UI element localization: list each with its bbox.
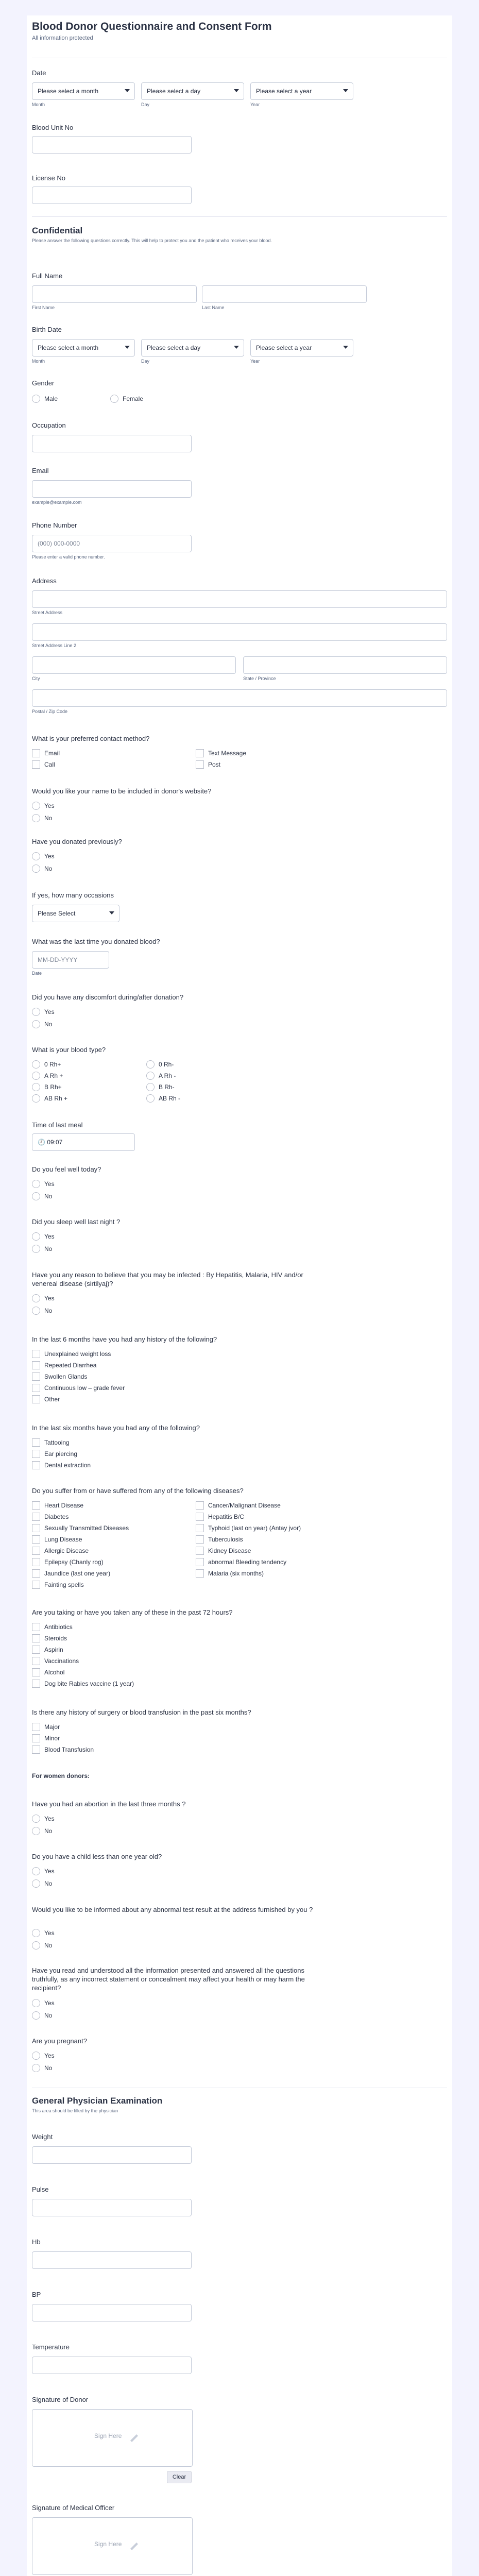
street2-sub: Street Address Line 2 [32, 643, 77, 648]
history-six-option[interactable]: Dental extraction [32, 1460, 91, 1469]
contact-option-call[interactable]: Call [32, 759, 55, 769]
pulse-input[interactable] [32, 2199, 192, 2216]
last-meal-input[interactable]: 🕘 09:07 [32, 1133, 135, 1151]
history-six-label: In the last six months have you had any of the following? [32, 1424, 200, 1432]
discomfort-yes[interactable]: Yes [32, 1007, 55, 1016]
taking-option[interactable]: Antibiotics [32, 1622, 73, 1631]
contact-option-post[interactable]: Post [196, 759, 220, 769]
donated-before-label: Have you donated previously? [32, 838, 122, 845]
license-label: License No [32, 174, 66, 182]
infected-label: Have you any reason to believe that you may be infected : By Hepatitis, Malaria, HIV and/or venereal disease (sirtilyaj)? [32, 1271, 303, 1287]
disease-option[interactable]: Lung Disease [32, 1534, 82, 1544]
officer-signature-label: Signature of Medical Officer [32, 2504, 115, 2512]
history-option[interactable]: Other [32, 1394, 60, 1403]
history-option[interactable]: Continuous low – grade fever [32, 1383, 125, 1392]
blood-type-o-neg[interactable]: 0 Rh- [146, 1059, 174, 1069]
diseases-label: Do you suffer from or have suffered from any of the following diseases? [32, 1487, 244, 1495]
child-no[interactable]: No [32, 1878, 52, 1888]
street1-input[interactable] [32, 590, 447, 608]
form-header [32, 21, 272, 41]
date-year-sub: Year [250, 102, 260, 107]
disease-option[interactable]: Cancer/Malignant Disease [196, 1500, 281, 1510]
form-title: Blood Donor Questionnaire and Consent Form [32, 21, 272, 32]
bp-label: BP [32, 2291, 41, 2298]
disease-option[interactable]: Tuberculosis [196, 1534, 243, 1544]
form-subtitle: All information protected [32, 35, 93, 41]
bp-input[interactable] [32, 2304, 192, 2321]
last-donated-input[interactable]: MM-DD-YYYY [32, 951, 109, 969]
full-name-label: Full Name [32, 272, 63, 280]
blood-unit-label: Blood Unit No [32, 124, 74, 131]
officer-signature-pad[interactable] [32, 2517, 193, 2575]
date-year-select[interactable]: Please select a year [250, 82, 353, 100]
how-many-select[interactable]: Please Select [32, 905, 119, 922]
form-card [27, 15, 452, 2576]
disease-option[interactable]: Heart Disease [32, 1500, 83, 1510]
email-label: Email [32, 467, 49, 474]
how-many-label: If yes, how many occasions [32, 891, 114, 899]
pen-icon [128, 2539, 140, 2551]
state-input[interactable] [243, 656, 447, 674]
surgery-option[interactable]: Major [32, 1722, 60, 1731]
occupation-label: Occupation [32, 421, 66, 429]
sign-here-text: Sign Here [94, 2432, 122, 2439]
birth-day-select[interactable]: Please select a day [141, 339, 244, 357]
sleep-well-label: Did you sleep well last night ? [32, 1218, 121, 1226]
address-label: Address [32, 577, 57, 585]
birth-day-sub: Day [141, 359, 150, 364]
pregnant-yes[interactable]: Yes [32, 2050, 55, 2060]
taking-option[interactable]: Aspirin [32, 1645, 63, 1654]
sleep-well-no[interactable]: No [32, 1244, 52, 1253]
blood-type-ab-neg[interactable]: AB Rh - [146, 1093, 180, 1103]
disease-option[interactable]: Fainting spells [32, 1580, 84, 1589]
donor-signature-pad[interactable] [32, 2409, 193, 2467]
temperature-input[interactable] [32, 2357, 192, 2374]
email-sub: example@example.com [32, 500, 82, 505]
surgery-option[interactable]: Blood Transfusion [32, 1744, 94, 1754]
city-sub: City [32, 676, 40, 681]
birth-year-sub: Year [250, 359, 260, 364]
confidential-subtitle: Please answer the following questions correctly. This will help to protect you and the patient who receives your blood. [32, 238, 272, 243]
discomfort-no[interactable]: No [32, 1019, 52, 1028]
donated-before-yes[interactable]: Yes [32, 851, 55, 860]
women-donors-heading: For women donors: [32, 1772, 90, 1780]
hb-input[interactable] [32, 2251, 192, 2269]
chevron-down-icon [343, 346, 348, 349]
phone-label: Phone Number [32, 521, 77, 529]
disease-option[interactable]: Kidney Disease [196, 1546, 251, 1555]
chevron-down-icon [125, 346, 130, 349]
history-option[interactable]: Unexplained weight loss [32, 1349, 111, 1358]
sign-here-text: Sign Here [94, 2540, 122, 2548]
blood-type-a-pos[interactable]: A Rh + [32, 1071, 63, 1080]
last-donated-sub: Date [32, 971, 42, 976]
pen-icon [128, 2431, 140, 2443]
phone-sub: Please enter a valid phone number. [32, 554, 105, 560]
confidential-title: Confidential [32, 226, 83, 235]
disease-option[interactable]: Sexually Transmitted Diseases [32, 1523, 129, 1532]
abortion-no[interactable]: No [32, 1826, 52, 1835]
child-yes[interactable]: Yes [32, 1866, 55, 1875]
hb-label: Hb [32, 2238, 41, 2246]
informed-no[interactable]: No [32, 1940, 52, 1950]
taking-option[interactable]: Vaccinations [32, 1656, 79, 1665]
name-included-label: Would you like your name to be included in donor's website? [32, 787, 212, 795]
license-input[interactable] [32, 187, 192, 204]
birth-month-select[interactable]: Please select a month [32, 339, 135, 357]
discomfort-label: Did you have any discomfort during/after donation? [32, 993, 184, 1001]
chevron-down-icon [343, 89, 348, 92]
abortion-yes[interactable]: Yes [32, 1814, 55, 1823]
understood-label: Have you read and understood all the information presented and answered all the questions truthfully, as any incorrect statement or concealment may affect your health or may harm the recipient? [32, 1967, 305, 1992]
gender-option-male[interactable]: Male [32, 394, 58, 403]
blood-type-o-pos[interactable]: 0 Rh+ [32, 1059, 61, 1069]
contact-option-text[interactable]: Text Message [196, 748, 246, 757]
blood-type-a-neg[interactable]: A Rh - [146, 1071, 176, 1080]
divider [32, 216, 447, 217]
gender-label: Gender [32, 379, 55, 387]
informed-yes[interactable]: Yes [32, 1928, 55, 1937]
pregnant-no[interactable]: No [32, 2063, 52, 2072]
state-sub: State / Province [243, 676, 276, 681]
date-day-select[interactable]: Please select a day [141, 82, 244, 100]
chevron-down-icon [234, 346, 239, 349]
physician-subtitle: This area should be filled by the physician [32, 2108, 118, 2113]
pulse-label: Pulse [32, 2185, 49, 2193]
blood-unit-input[interactable] [32, 136, 192, 154]
last-name-sub: Last Name [202, 305, 225, 310]
physician-title: General Physician Examination [32, 2096, 163, 2106]
feel-well-label: Do you feel well today? [32, 1165, 101, 1173]
postal-sub: Postal / Zip Code [32, 709, 68, 714]
disease-option[interactable]: Epilepsy (Chanly rog) [32, 1557, 104, 1566]
taking-label: Are you taking or have you taken any of these in the past 72 hours? [32, 1608, 233, 1616]
chevron-down-icon [109, 911, 114, 914]
city-input[interactable] [32, 656, 236, 674]
infected-no[interactable]: No [32, 1306, 52, 1315]
disease-option[interactable]: Diabetes [32, 1512, 69, 1521]
weight-label: Weight [32, 2133, 53, 2141]
blood-type-b-pos[interactable]: B Rh+ [32, 1082, 62, 1091]
understood-yes[interactable]: Yes [32, 1998, 55, 2007]
history-option[interactable]: Swollen Glands [32, 1371, 87, 1381]
chevron-down-icon [125, 89, 130, 92]
disease-option[interactable]: Typhoid (last on year) (Antay jvor) [196, 1523, 301, 1532]
street2-input[interactable] [32, 623, 447, 641]
history-6m-label: In the last 6 months have you had any history of the following? [32, 1335, 217, 1343]
temperature-label: Temperature [32, 2343, 70, 2351]
disease-option[interactable]: Jaundice (last one year) [32, 1568, 110, 1578]
gender-option-female[interactable]: Female [110, 394, 143, 403]
history-six-option[interactable]: Ear piercing [32, 1449, 77, 1458]
disease-option[interactable]: abnormal Bleeding tendency [196, 1557, 286, 1566]
chevron-down-icon [234, 89, 239, 92]
taking-option[interactable]: Alcohol [32, 1667, 64, 1676]
last-name-input[interactable] [202, 285, 367, 303]
disease-option[interactable]: Allergic Disease [32, 1546, 89, 1555]
surgery-option[interactable]: Minor [32, 1733, 60, 1742]
blood-type-ab-pos[interactable]: AB Rh + [32, 1093, 67, 1103]
phone-input[interactable]: (000) 000-0000 [32, 535, 192, 552]
taking-option[interactable]: Dog bite Rabies vaccine (1 year) [32, 1679, 134, 1688]
date-month-select[interactable]: Please select a month [32, 82, 135, 100]
last-donated-label: What was the last time you donated blood? [32, 938, 160, 945]
disease-option[interactable]: Hepatitis B/C [196, 1512, 244, 1521]
donor-signature-label: Signature of Donor [32, 2396, 89, 2403]
blood-type-label: What is your blood type? [32, 1046, 106, 1054]
first-name-sub: First Name [32, 305, 55, 310]
informed-label: Would you like to be informed about any abnormal test result at the address furnished by you ? [32, 1906, 313, 1913]
birth-date-label: Birth Date [32, 326, 62, 333]
name-included-no[interactable]: No [32, 813, 52, 822]
birth-year-select[interactable]: Please select a year [250, 339, 353, 357]
date-day-sub: Day [141, 102, 150, 107]
infected-yes[interactable]: Yes [32, 1293, 55, 1302]
clock-icon: 🕘 [38, 1139, 47, 1146]
donor-signature-clear-button[interactable]: Clear [167, 2471, 192, 2483]
history-six-option[interactable]: Tattooing [32, 1437, 70, 1447]
street1-sub: Street Address [32, 610, 63, 615]
feel-well-no[interactable]: No [32, 1191, 52, 1200]
date-month-sub: Month [32, 102, 45, 107]
abortion-label: Have you had an abortion in the last three months ? [32, 1800, 186, 1808]
feel-well-yes[interactable]: Yes [32, 1179, 55, 1188]
name-included-yes[interactable]: Yes [32, 801, 55, 810]
contact-method-label: What is your preferred contact method? [32, 735, 150, 742]
taking-option[interactable]: Steroids [32, 1633, 67, 1642]
date-label: Date [32, 69, 46, 77]
donated-before-no[interactable]: No [32, 863, 52, 873]
postal-input[interactable] [32, 689, 447, 707]
email-input[interactable] [32, 480, 192, 498]
pregnant-label: Are you pregnant? [32, 2037, 87, 2045]
contact-option-email[interactable]: Email [32, 748, 60, 757]
blood-type-b-neg[interactable]: B Rh- [146, 1082, 175, 1091]
surgery-label: Is there any history of surgery or blood transfusion in the past six months? [32, 1708, 251, 1716]
first-name-input[interactable] [32, 285, 197, 303]
last-meal-label: Time of last meal [32, 1121, 83, 1129]
occupation-input[interactable] [32, 435, 192, 452]
history-option[interactable]: Repeated Diarrhea [32, 1360, 96, 1369]
understood-no[interactable]: No [32, 2010, 52, 2020]
weight-input[interactable] [32, 2146, 192, 2164]
child-label: Do you have a child less than one year old? [32, 1853, 162, 1860]
birth-month-sub: Month [32, 359, 45, 364]
disease-option[interactable]: Malaria (six months) [196, 1568, 264, 1578]
sleep-well-yes[interactable]: Yes [32, 1231, 55, 1241]
